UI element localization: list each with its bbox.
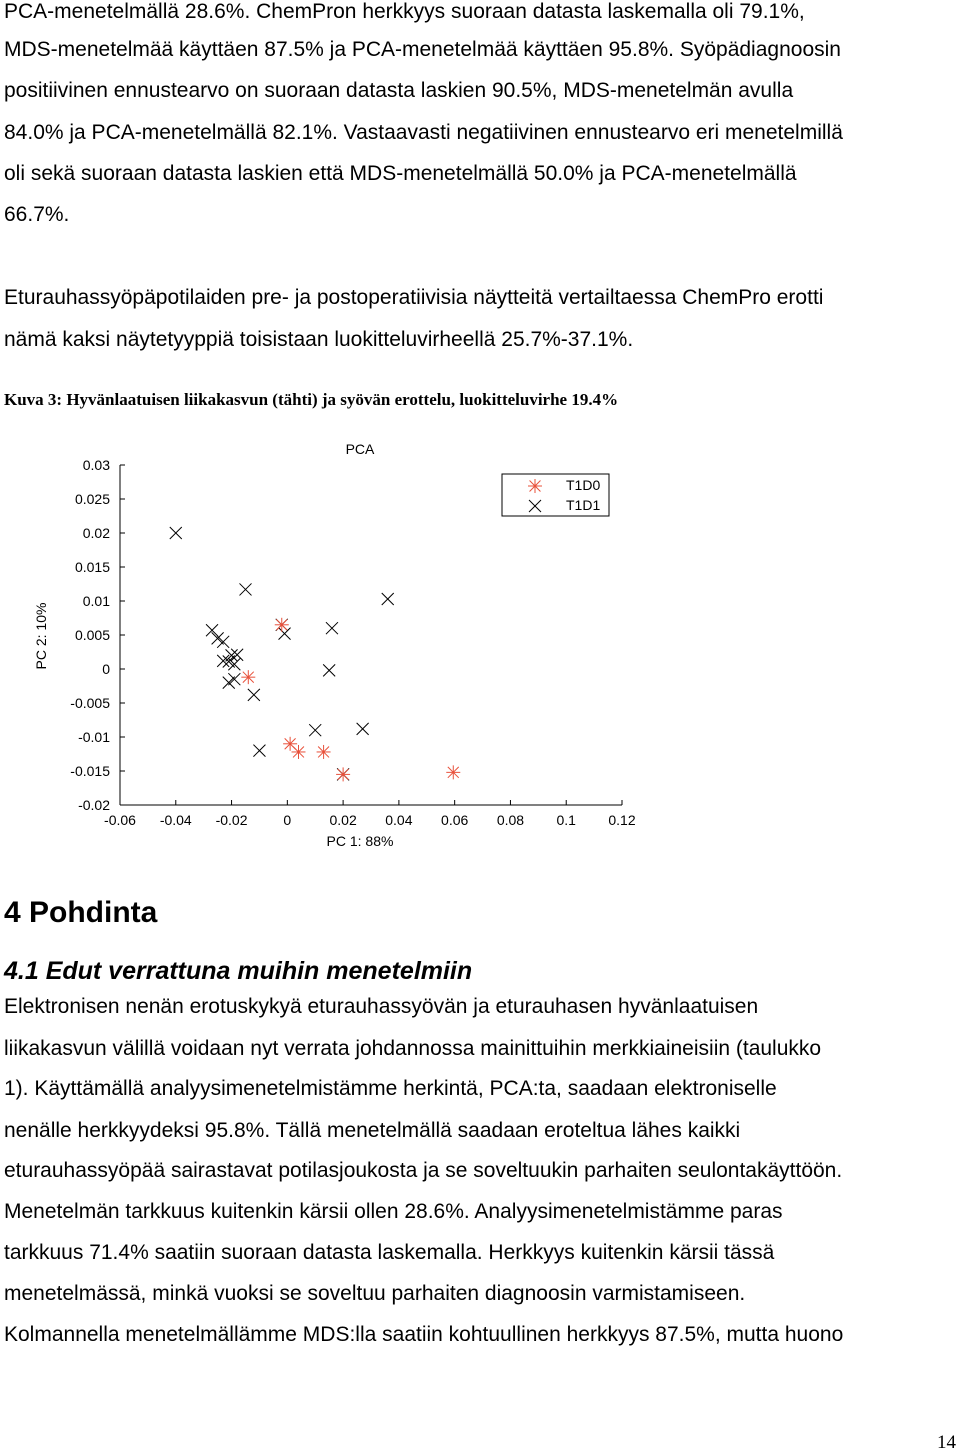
text-line: menetelmässä, minkä vuoksi se soveltuu parhaiten diagnoosin varmistamiseen.: [4, 1282, 746, 1305]
data-point-t1d1: [228, 673, 240, 685]
y-tick-label: -0.005: [70, 695, 110, 711]
data-point-t1d1: [248, 689, 260, 701]
asterisk-marker: [528, 479, 542, 493]
data-point-t1d0: [291, 745, 305, 759]
text-line: positiivinen ennustearvo on suoraan datasta laskien 90.5%, MDS-menetelmän avulla: [4, 79, 794, 102]
x-tick-label: -0.04: [159, 812, 192, 828]
data-point-t1d1: [253, 745, 265, 757]
data-point-t1d1: [228, 658, 240, 670]
data-point-t1d1: [326, 622, 338, 634]
data-point-t1d1: [206, 624, 218, 636]
data-point-t1d0: [336, 767, 350, 781]
text-line: nenälle herkkyydeksi 95.8%. Tällä menetelmällä saadaan eroteltua lähes kaikki: [4, 1119, 741, 1142]
data-point-t1d0: [446, 765, 460, 779]
data-point-t1d1: [357, 723, 369, 735]
text-line: oli sekä suoraan datasta laskien että MDS-menetelmällä 50.0% ja PCA-menetelmällä: [4, 162, 797, 185]
x-tick-label: 0.04: [385, 812, 413, 828]
data-point-t1d1: [217, 636, 229, 648]
y-tick-label: 0: [102, 661, 110, 677]
text-line: PCA-menetelmällä 28.6%. ChemPron herkkyys suoraan datasta laskemalla oli 79.1%,: [4, 0, 805, 23]
data-point-t1d0: [275, 618, 289, 632]
x-tick-label: 0: [283, 812, 292, 828]
text-line: Kolmannella menetelmällämme MDS:lla saatiin kohtuullinen herkkyys 87.5%, mutta huono: [4, 1323, 844, 1346]
y-tick-label: -0.01: [78, 729, 110, 745]
data-point-t1d1: [309, 724, 321, 736]
data-point-t1d0: [317, 745, 331, 759]
data-point-t1d0: [241, 670, 255, 684]
y-tick-label: -0.015: [70, 763, 110, 779]
x-tick-label: -0.02: [215, 812, 248, 828]
text-line: Elektronisen nenän erotuskykyä eturauhassyövän ja eturauhasen hyvänlaatuisen: [4, 995, 759, 1018]
y-tick-label: 0.02: [82, 525, 110, 541]
y-tick-label: 0.015: [74, 559, 110, 575]
x-tick-label: -0.06: [104, 812, 136, 828]
x-tick-label: 0.1: [556, 812, 576, 828]
data-point-t1d1: [382, 593, 394, 605]
text-line: liikakasvun välillä voidaan nyt verrata johdannossa mainittuihin merkkiaineisiin (taulukko: [4, 1037, 822, 1060]
section-heading: 4 Pohdinta: [4, 896, 158, 929]
y-tick-label: 0.005: [74, 627, 110, 643]
text-line: Menetelmän tarkkuus kuitenkin kärsii ollen 28.6%. Analyysimenetelmistämme paras: [4, 1200, 783, 1223]
y-tick-label: -0.02: [78, 797, 110, 813]
y-tick-label: 0.01: [82, 593, 110, 609]
data-point-t1d1: [170, 527, 182, 539]
data-point-t1d1: [323, 664, 335, 676]
y-tick-label: 0.03: [82, 457, 110, 473]
legend-entry-t1d1: T1D1: [566, 497, 601, 513]
x-tick-label: 0.12: [608, 812, 636, 828]
text-line: 1). Käyttämällä analyysimenetelmistämme herkintä, PCA:ta, saadaan elektroniselle: [4, 1077, 777, 1100]
text-line: 84.0% ja PCA-menetelmällä 82.1%. Vastaavasti negatiivinen ennustearvo eri menetelmillä: [4, 121, 843, 144]
x-tick-label: 0.06: [441, 812, 469, 828]
text-line: eturauhassyöpää sairastavat potilasjoukosta ja se soveltuukin parhaiten seulontakäyttöön.: [4, 1159, 843, 1182]
text-line: Eturauhassyöpäpotilaiden pre- ja postoperatiivisia näytteitä vertailtaessa ChemPro erotti: [4, 286, 824, 309]
subsection-heading: 4.1 Edut verrattuna muihin menetelmiin: [4, 957, 473, 985]
data-point-t1d1: [240, 583, 252, 595]
pca-scatter-chart: [0, 430, 700, 860]
chart-legend: [502, 474, 609, 516]
figure-caption: Kuva 3: Hyvänlaatuisen liikakasvun (tähti) ja syövän erottelu, luokitteluvirhe 19.4%: [4, 390, 619, 409]
page-number: 14: [937, 1432, 956, 1453]
legend-marker-t1d0: [528, 479, 542, 493]
chart-x-axis-label: PC 1: 88%: [326, 833, 394, 849]
text-line: MDS-menetelmää käyttäen 87.5% ja PCA-menetelmää käyttäen 95.8%. Syöpädiagnoosin: [4, 38, 841, 61]
data-point-t1d1: [279, 628, 291, 640]
x-tick-label: 0.08: [496, 812, 525, 828]
text-line: tarkkuus 71.4% saatiin suoraan datasta laskemalla. Herkkyys kuitenkin kärsii tässä: [4, 1241, 775, 1264]
y-tick-label: 0.025: [74, 491, 110, 507]
text-line: 66.7%.: [4, 203, 70, 226]
legend-entry-t1d0: T1D0: [566, 477, 601, 493]
text-line: nämä kaksi näytetyyppiä toisistaan luokitteluvirheellä 25.7%-37.1%.: [4, 328, 634, 351]
chart-title: PCA: [345, 441, 375, 457]
x-tick-label: 0.02: [329, 812, 357, 828]
chart-points: [170, 527, 460, 781]
chart-y-axis-label: PC 2: 10%: [33, 602, 49, 670]
